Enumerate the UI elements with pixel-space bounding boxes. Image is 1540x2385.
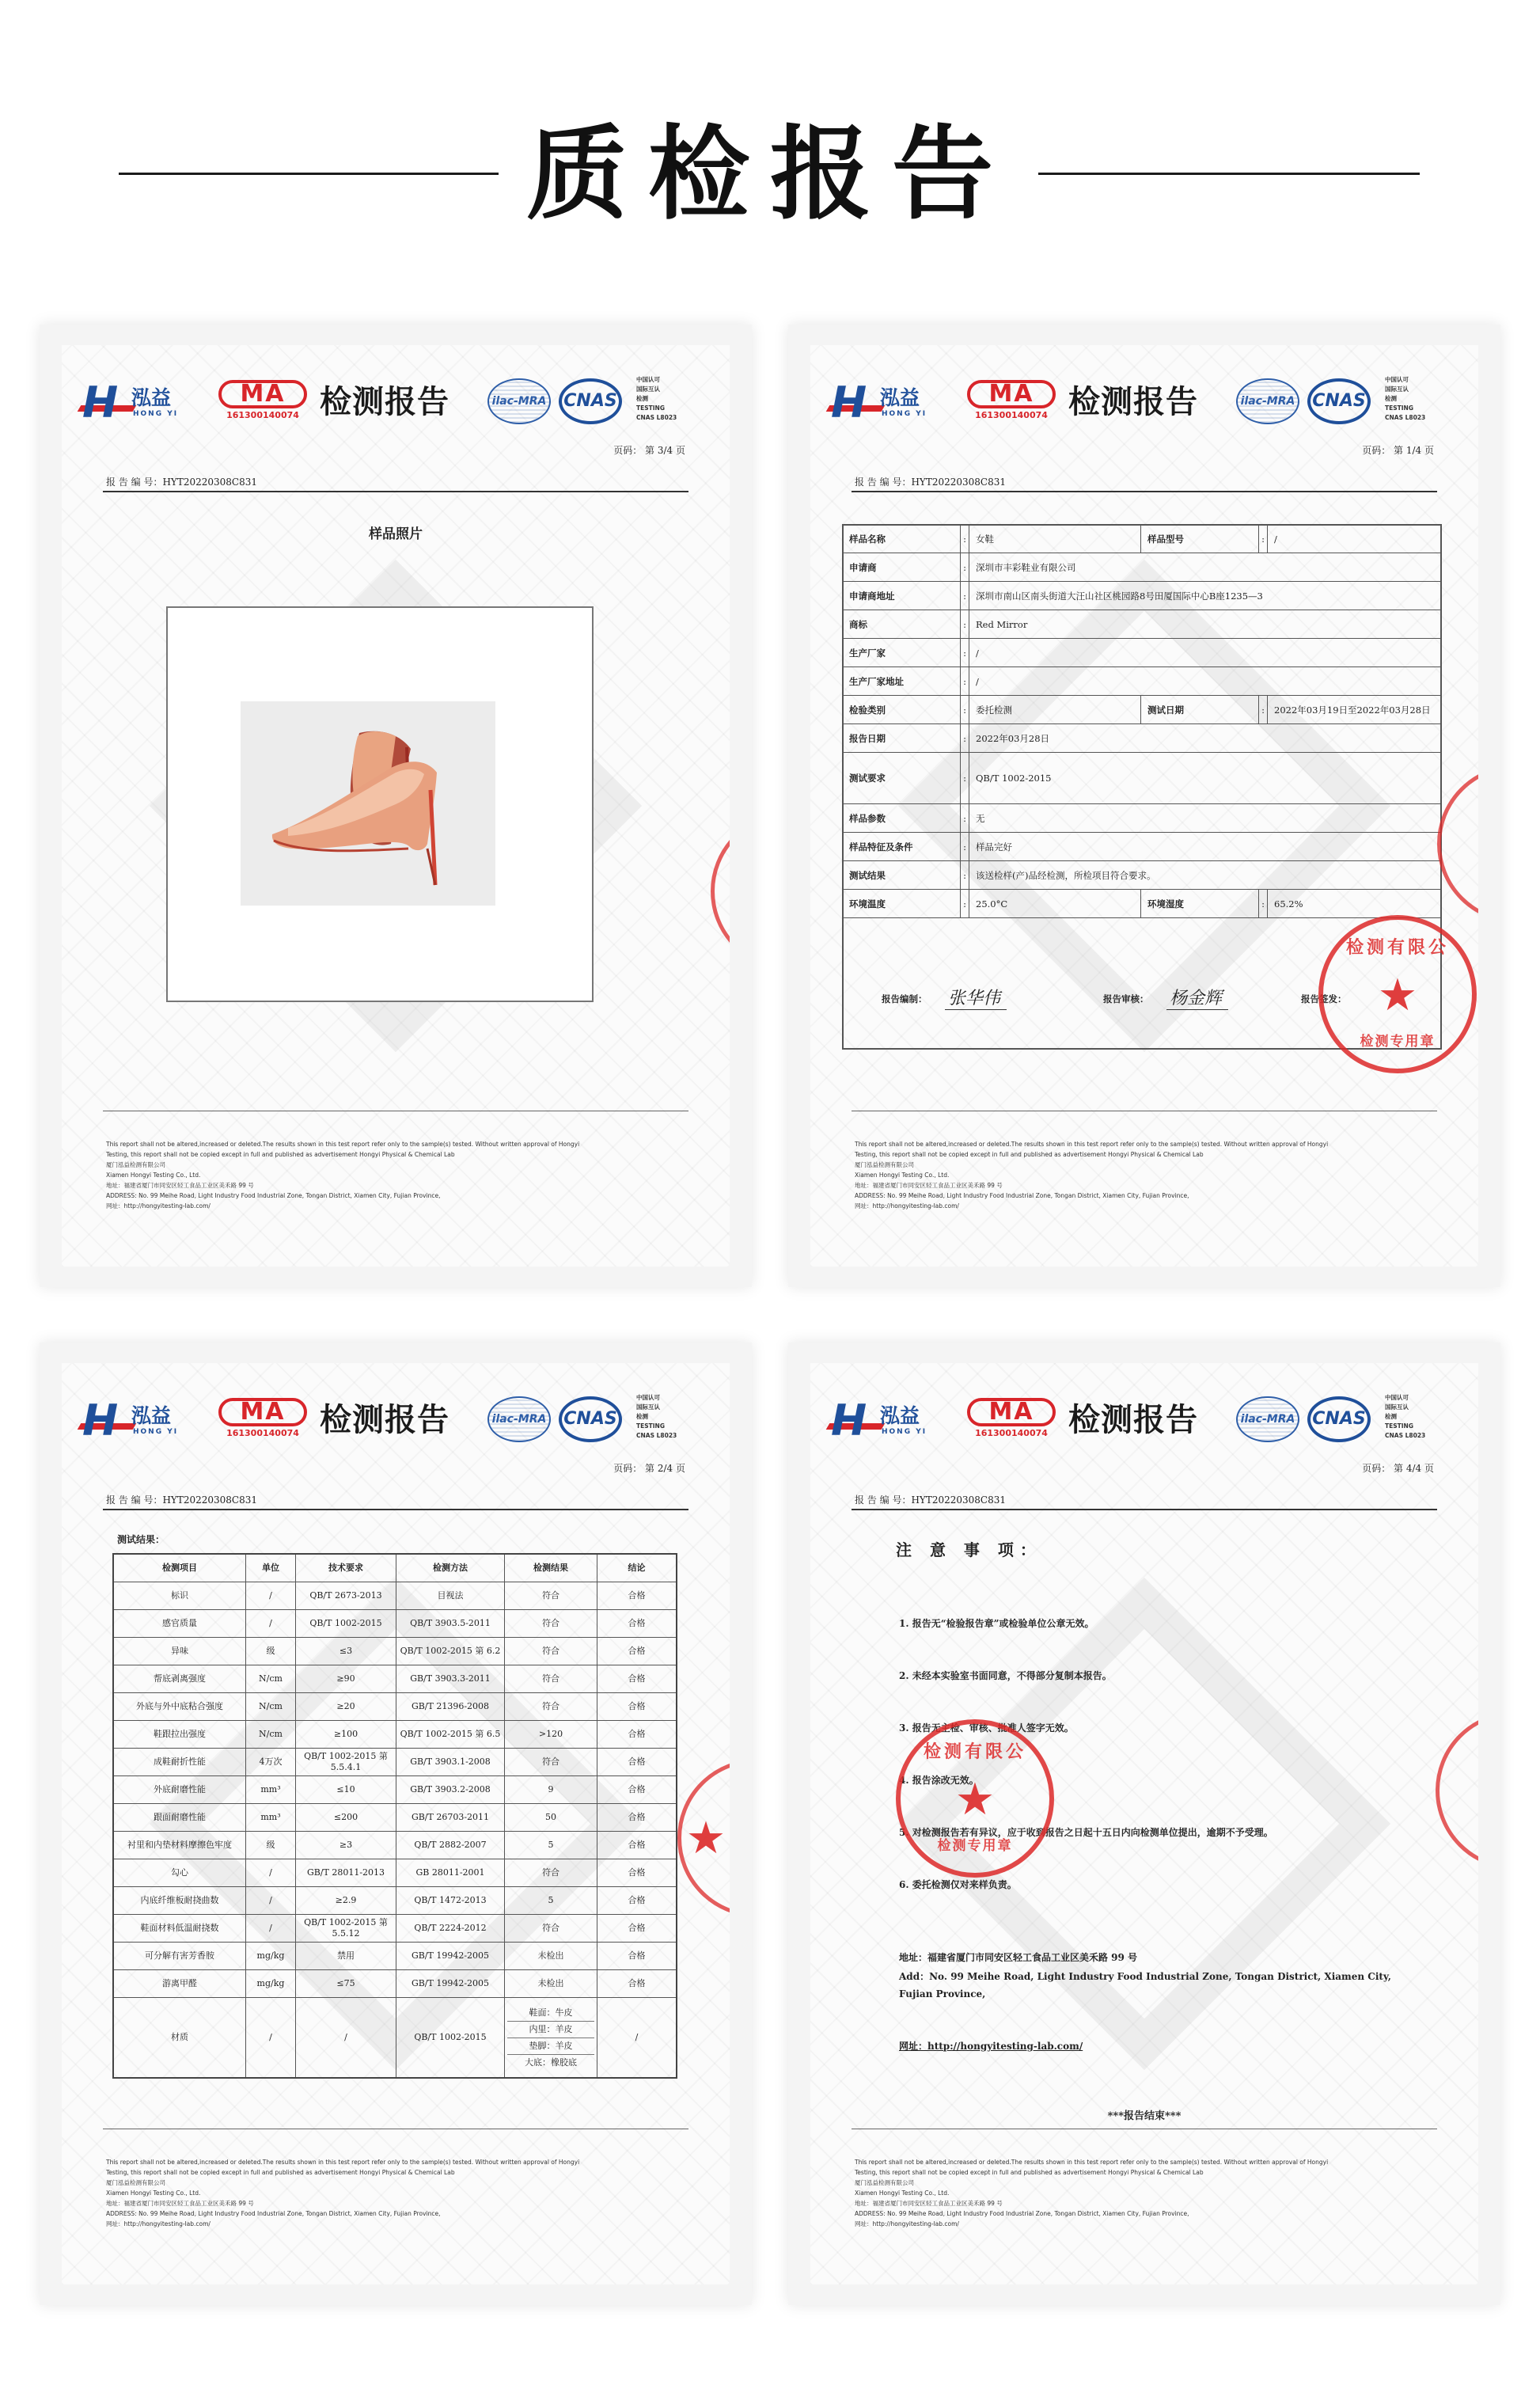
cell-conclusion: 合格	[597, 1749, 677, 1776]
results-label: 测试结果：	[117, 1534, 165, 1545]
table-row	[113, 1665, 677, 1693]
col-result: 检测结果	[505, 1554, 597, 1582]
cell-item: 游离甲醛	[113, 1970, 246, 1998]
ilac-mra-icon: ilac-MRA	[487, 1396, 551, 1442]
cell-unit: mg/kg	[246, 1970, 296, 1998]
cell-method: GB/T 3903.2-2008	[396, 1776, 505, 1804]
hongyi-logo-icon: H 泓益 HONG YI	[82, 1401, 201, 1442]
cell-conclusion: 合格	[597, 1665, 677, 1693]
table-row	[113, 1582, 677, 1610]
cnas-icon: CNAS	[1307, 1396, 1371, 1442]
cell-requirement: /	[296, 1998, 396, 2079]
info-row: 申请商 : 深圳市丰彩鞋业有限公司	[843, 553, 1442, 582]
page-number: 页码： 第 1/4 页	[1362, 445, 1434, 456]
table-row	[113, 1749, 677, 1776]
cell-method: QB/T 2882-2007	[396, 1832, 505, 1859]
report-title: 检测报告	[1068, 384, 1198, 420]
cell-unit: /	[246, 1582, 296, 1610]
cnas-accreditation-note: 中国认可 国际互认 检测 TESTING CNAS L8023	[1385, 1394, 1426, 1439]
table-row	[113, 1915, 677, 1943]
cell-conclusion: 合格	[597, 1693, 677, 1721]
cell-unit: mm³	[246, 1776, 296, 1804]
report-number: 报 告 编 号：HYT20220308C831	[855, 1494, 1007, 1506]
table-row	[113, 1721, 677, 1749]
cell-item: 跟面耐磨性能	[113, 1804, 246, 1832]
cell-item: 外底耐磨性能	[113, 1776, 246, 1804]
cell-conclusion: 合格	[597, 1776, 677, 1804]
cell-result: 符合	[505, 1693, 597, 1721]
cell-method: GB/T 3903.3-2011	[396, 1665, 505, 1693]
divider	[103, 491, 688, 492]
cell-result: 符合	[505, 1610, 597, 1638]
col-requirement: 技术要求	[296, 1554, 396, 1582]
table-row	[113, 1610, 677, 1638]
info-row: 样品名称 : 女鞋 样品型号 : /	[843, 525, 1442, 553]
cell-requirement: ≤10	[296, 1776, 396, 1804]
report-header	[82, 366, 707, 434]
cell-result: 符合	[505, 1638, 597, 1665]
hongyi-logo-icon: H 泓益 HONG YI	[831, 383, 950, 424]
cell-unit: N/cm	[246, 1693, 296, 1721]
sheet-paper	[62, 345, 730, 1267]
cell-conclusion: 合格	[597, 1832, 677, 1859]
cell-item: 勾心	[113, 1859, 246, 1887]
cell-result: >120	[505, 1721, 597, 1749]
info-row: 样品特征及条件 : 样品完好	[843, 833, 1442, 861]
cell-result: 50	[505, 1804, 597, 1832]
header-divider-left	[119, 173, 499, 175]
hongyi-logo-icon: H 泓益 HONG YI	[82, 383, 201, 424]
report-footer: This report shall not be altered,increased or deleted.The results shown in this test report refer only to the sample(s) tested. Without written approval of Hongyi Testing, this report shall not be copied except in full and published as advertisement Hongyi Physical & Chemical Lab 厦门泓益检测有限公司 Xiamen Hongyi Testing Co., Ltd. 地址：福建省厦门市同安区轻工食品工业区美禾路 99 号 ADDRESS: No. 99 Meihe Road, Light Industry Food Industrial Zone, Tongan District, Xiamen City, Fujian Province, 网址：http://hongyitesting-lab.com/	[106, 1141, 580, 1210]
cell-item: 内底纤维板耐挠曲数	[113, 1887, 246, 1915]
cell-item: 衬里和内垫材料摩擦色牢度	[113, 1832, 246, 1859]
cell-unit: /	[246, 1610, 296, 1638]
table-row	[113, 1776, 677, 1804]
report-number: 报 告 编 号：HYT20220308C831	[855, 477, 1007, 488]
info-row: 样品参数 : 无	[843, 804, 1442, 833]
results-header-row	[113, 1554, 677, 1582]
notes-title: 注 意 事 项：	[896, 1540, 1042, 1559]
header-divider-right	[1038, 173, 1420, 175]
table-row-material	[113, 1998, 677, 2079]
cnas-accreditation-note: 中国认可 国际互认 检测 TESTING CNAS L8023	[636, 376, 677, 421]
note-item: 5. 对检测报告若有异议，应于收到报告之日起十五日内向检测单位提出，逾期不予受理。	[899, 1827, 1273, 1838]
sample-info-table	[842, 524, 1442, 918]
cell-method: QB/T 1002-2015 第 6.2	[396, 1638, 505, 1665]
cell-method: GB 28011-2001	[396, 1859, 505, 1887]
cell-result: 5	[505, 1832, 597, 1859]
cell-unit: N/cm	[246, 1665, 296, 1693]
report-header	[82, 1384, 707, 1452]
cell-requirement: QB/T 1002-2015 第 5.5.4.1	[296, 1749, 396, 1776]
cell-result: 未检出	[505, 1970, 597, 1998]
info-row: 报告日期 : 2022年03月28日	[843, 724, 1442, 753]
table-row	[113, 1970, 677, 1998]
red-seal-icon	[1437, 765, 1478, 923]
info-row: 检验类别 : 委托检测 测试日期 : 2022年03月19日至2022年03月28日	[843, 696, 1442, 724]
note-item: 3. 报告无主检、审核、批准人签字无效。	[899, 1722, 1074, 1734]
cell-item: 外底与外中底粘合强度	[113, 1693, 246, 1721]
note-item: 2. 未经本实验室书面同意，不得部分复制本报告。	[899, 1670, 1112, 1681]
cma-mark-icon: MA 161300140074	[967, 1398, 1056, 1442]
cell-conclusion: 合格	[597, 1638, 677, 1665]
cell-item: 材质	[113, 1998, 246, 2079]
cell-requirement: ≤3	[296, 1638, 396, 1665]
cell-item: 标识	[113, 1582, 246, 1610]
table-row	[113, 1943, 677, 1970]
cell-item: 感官质量	[113, 1610, 246, 1638]
sheet-paper	[810, 345, 1478, 1267]
cell-method: QB/T 2224-2012	[396, 1915, 505, 1943]
cell-method: GB/T 19942-2005	[396, 1970, 505, 1998]
cell-item: 成鞋耐折性能	[113, 1749, 246, 1776]
cell-requirement: ≥3	[296, 1832, 396, 1859]
cell-requirement: ≤200	[296, 1804, 396, 1832]
cell-conclusion: 合格	[597, 1970, 677, 1998]
cma-mark-icon: MA 161300140074	[967, 380, 1056, 424]
report-sheet-notes[interactable]	[788, 1343, 1500, 2305]
col-conclusion: 结论	[597, 1554, 677, 1582]
cell-conclusion: 合格	[597, 1859, 677, 1887]
sig-reviewed-label: 报告审核：	[1103, 993, 1149, 1005]
cell-conclusion: 合格	[597, 1804, 677, 1832]
cell-unit: mg/kg	[246, 1943, 296, 1970]
cnas-icon: CNAS	[1307, 378, 1371, 424]
cell-method: QB/T 1472-2013	[396, 1887, 505, 1915]
cell-method: QB/T 1002-2015	[396, 1998, 505, 2079]
cell-item: 鞋跟拉出强度	[113, 1721, 246, 1749]
cell-unit: /	[246, 1887, 296, 1915]
info-row: 商标 : Red Mirror	[843, 610, 1442, 639]
cell-method: 目视法	[396, 1582, 505, 1610]
report-footer: This report shall not be altered,increased or deleted.The results shown in this test report refer only to the sample(s) tested. Without written approval of Hongyi Testing, this report shall not be copied except in full and published as advertisement Hongyi Physical & Chemical Lab 厦门泓益检测有限公司 Xiamen Hongyi Testing Co., Ltd. 地址：福建省厦门市同安区轻工食品工业区美禾路 99 号 ADDRESS: No. 99 Meihe Road, Light Industry Food Industrial Zone, Tongan District, Xiamen City, Fujian Province, 网址：http://hongyitesting-lab.com/	[855, 2159, 1329, 2227]
note-item: 4. 报告涂改无效。	[899, 1775, 979, 1786]
cell-result: 符合	[505, 1582, 597, 1610]
red-seal-icon: ★	[677, 1759, 730, 1917]
info-row: 测试要求 : QB/T 1002-2015	[843, 753, 1442, 804]
address-en: Add：No. 99 Meihe Road, Light Industry Food Industrial Zone, Tongan District, Xiamen City, Fujian Province,	[899, 1971, 1391, 2000]
info-row: 生产厂家 : /	[843, 639, 1442, 667]
cell-method: GB/T 19942-2005	[396, 1943, 505, 1970]
material-part: 鞋面：牛皮	[507, 2005, 594, 2022]
cell-result: 符合	[505, 1665, 597, 1693]
cell-result: 符合	[505, 1915, 597, 1943]
cell-result	[505, 1998, 597, 2079]
ilac-mra-icon: ilac-MRA	[1236, 378, 1299, 424]
col-method: 检测方法	[396, 1554, 505, 1582]
report-header	[831, 366, 1456, 434]
table-row	[113, 1859, 677, 1887]
cell-conclusion: 合格	[597, 1721, 677, 1749]
cell-conclusion: 合格	[597, 1943, 677, 1970]
report-end: ***报告结束***	[1107, 2110, 1182, 2122]
cell-requirement: ≥2.9	[296, 1887, 396, 1915]
sig-prepared-label: 报告编制：	[882, 993, 927, 1005]
info-row: 测试结果 : 该送检样(产)品经检测，所检项目符合要求。	[843, 861, 1442, 890]
address-cn: 地址：福建省厦门市同安区轻工食品工业区美禾路 99 号	[899, 1952, 1138, 1963]
cell-unit: 级	[246, 1638, 296, 1665]
red-seal-icon: 检测有限公 ★ 检测专用章	[1318, 915, 1477, 1073]
cell-conclusion: /	[597, 1998, 677, 2079]
report-sheet-results[interactable]	[40, 1343, 752, 2305]
sheet-paper	[62, 1363, 730, 2284]
table-row	[113, 1887, 677, 1915]
cell-result: 符合	[505, 1749, 597, 1776]
cell-result: 9	[505, 1776, 597, 1804]
divider	[852, 491, 1437, 492]
table-row	[113, 1638, 677, 1665]
cell-requirement: QB/T 1002-2015 第 5.5.12	[296, 1915, 396, 1943]
cell-unit: 级	[246, 1832, 296, 1859]
website-link[interactable]: 网址：http://hongyitesting-lab.com/	[899, 2041, 1083, 2052]
note-item: 6. 委托检测仅对来样负责。	[899, 1879, 1017, 1890]
cell-unit: /	[246, 1998, 296, 2079]
cell-requirement: ≤75	[296, 1970, 396, 1998]
report-footer: This report shall not be altered,increased or deleted.The results shown in this test report refer only to the sample(s) tested. Without written approval of Hongyi Testing, this report shall not be copied except in full and published as advertisement Hongyi Physical & Chemical Lab 厦门泓益检测有限公司 Xiamen Hongyi Testing Co., Ltd. 地址：福建省厦门市同安区轻工食品工业区美禾路 99 号 ADDRESS: No. 99 Meihe Road, Light Industry Food Industrial Zone, Tongan District, Xiamen City, Fujian Province, 网址：http://hongyitesting-lab.com/	[106, 2159, 580, 2227]
table-row	[113, 1693, 677, 1721]
red-seal-icon: 检测有限公 ★ 检测专用章	[896, 1719, 1054, 1878]
cnas-icon: CNAS	[559, 378, 622, 424]
cell-unit: mm³	[246, 1804, 296, 1832]
page-number: 页码： 第 2/4 页	[613, 1463, 685, 1474]
table-row	[113, 1832, 677, 1859]
cnas-accreditation-note: 中国认可 国际互认 检测 TESTING CNAS L8023	[1385, 376, 1426, 421]
cell-result: 未检出	[505, 1943, 597, 1970]
cell-method: GB/T 26703-2011	[396, 1804, 505, 1832]
report-number: 报 告 编 号：HYT20220308C831	[106, 1494, 258, 1506]
report-sheet-info[interactable]	[788, 325, 1500, 1287]
col-unit: 单位	[246, 1554, 296, 1582]
cnas-icon: CNAS	[559, 1396, 622, 1442]
page-number: 页码： 第 3/4 页	[613, 445, 685, 456]
results-table	[112, 1553, 677, 2079]
sheet-paper	[810, 1363, 1478, 2284]
cell-result: 5	[505, 1887, 597, 1915]
red-seal-icon	[711, 812, 730, 970]
cell-requirement: ≥90	[296, 1665, 396, 1693]
report-number: 报 告 编 号：HYT20220308C831	[106, 477, 258, 488]
material-part: 垫脚：羊皮	[507, 2038, 594, 2055]
report-header	[831, 1384, 1456, 1452]
cell-unit: /	[246, 1915, 296, 1943]
divider	[852, 1509, 1437, 1510]
report-footer: This report shall not be altered,increased or deleted.The results shown in this test report refer only to the sample(s) tested. Without written approval of Hongyi Testing, this report shall not be copied except in full and published as advertisement Hongyi Physical & Chemical Lab 厦门泓益检测有限公司 Xiamen Hongyi Testing Co., Ltd. 地址：福建省厦门市同安区轻工食品工业区美禾路 99 号 ADDRESS: No. 99 Meihe Road, Light Industry Food Industrial Zone, Tongan District, Xiamen City, Fujian Province, 网址：http://hongyitesting-lab.com/	[855, 1141, 1329, 1210]
cell-item: 可分解有害芳香胺	[113, 1943, 246, 1970]
cell-conclusion: 合格	[597, 1887, 677, 1915]
material-part: 大底：橡胶底	[525, 2056, 577, 2068]
cell-method: QB/T 3903.5-2011	[396, 1610, 505, 1638]
cell-conclusion: 合格	[597, 1915, 677, 1943]
cell-unit: /	[246, 1859, 296, 1887]
info-row: 环境温度 : 25.0°C 环境湿度 : 65.2%	[843, 890, 1442, 918]
report-sheet-photo[interactable]	[40, 325, 752, 1287]
info-row: 生产厂家地址 : /	[843, 667, 1442, 696]
ilac-mra-icon: ilac-MRA	[1236, 1396, 1299, 1442]
cell-item: 帮底剥离强度	[113, 1665, 246, 1693]
cell-item: 异味	[113, 1638, 246, 1665]
cell-method: QB/T 1002-2015 第 6.5	[396, 1721, 505, 1749]
material-part: 内里：羊皮	[507, 2022, 594, 2038]
cma-mark-icon: MA 161300140074	[218, 1398, 307, 1442]
report-title: 检测报告	[320, 1402, 449, 1438]
cell-conclusion: 合格	[597, 1610, 677, 1638]
cell-unit: 4万次	[246, 1749, 296, 1776]
cell-requirement: GB/T 28011-2013	[296, 1859, 396, 1887]
cell-requirement: QB/T 1002-2015	[296, 1610, 396, 1638]
photo-title: 样品照片	[369, 526, 423, 542]
page-title: 质检报告	[525, 115, 1014, 234]
cell-requirement: QB/T 2673-2013	[296, 1582, 396, 1610]
note-item: 1. 报告无“检验报告章”或检验单位公章无效。	[899, 1618, 1094, 1629]
cell-item: 鞋面材料低温耐挠数	[113, 1915, 246, 1943]
report-title: 检测报告	[1068, 1402, 1198, 1438]
sig-reviewed: 杨金辉	[1166, 985, 1228, 1010]
cell-result: 符合	[505, 1859, 597, 1887]
sig-prepared: 张华伟	[945, 985, 1007, 1010]
col-item: 检测项目	[113, 1554, 246, 1582]
cell-method: GB/T 21396-2008	[396, 1693, 505, 1721]
cnas-accreditation-note: 中国认可 国际互认 检测 TESTING CNAS L8023	[636, 1394, 677, 1439]
info-row: 申请商地址 : 深圳市南山区南头街道大汪山社区桃园路8号田厦国际中心B座1235—3	[843, 582, 1442, 610]
shoe-photo	[241, 701, 495, 906]
sample-photo-frame	[166, 606, 594, 1002]
divider	[103, 1509, 688, 1510]
sig-approved-label: 报告签发：	[1301, 993, 1347, 1005]
hongyi-logo-icon: H 泓益 HONG YI	[831, 1401, 950, 1442]
ilac-mra-icon: ilac-MRA	[487, 378, 551, 424]
cell-requirement: ≥20	[296, 1693, 396, 1721]
cell-method: GB/T 3903.1-2008	[396, 1749, 505, 1776]
table-row	[113, 1804, 677, 1832]
report-title: 检测报告	[320, 384, 449, 420]
red-seal-icon	[1436, 1711, 1478, 1870]
cell-requirement: 禁用	[296, 1943, 396, 1970]
cell-unit: N/cm	[246, 1721, 296, 1749]
cell-requirement: ≥100	[296, 1721, 396, 1749]
page-number: 页码： 第 4/4 页	[1362, 1463, 1434, 1474]
cma-mark-icon: MA 161300140074	[218, 380, 307, 424]
cell-conclusion: 合格	[597, 1582, 677, 1610]
